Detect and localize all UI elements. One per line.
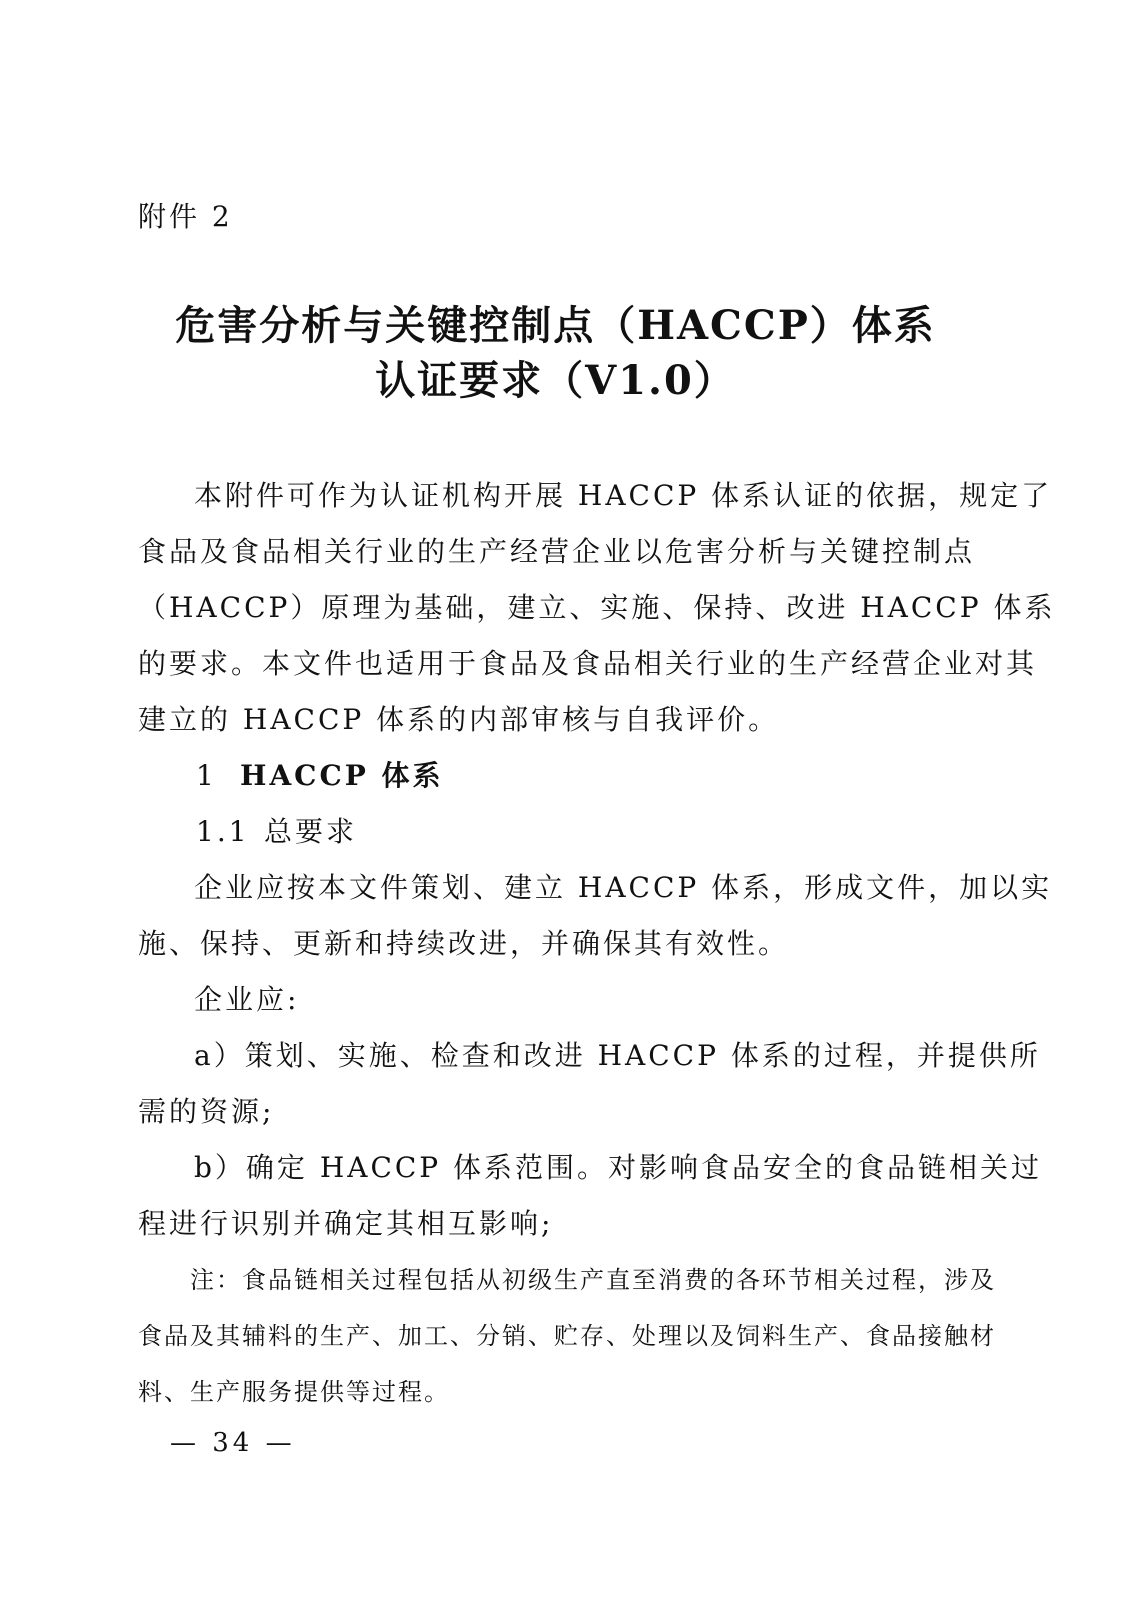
list-item-a-line: a）策划、实施、检查和改进 HACCP 体系的过程，并提供所 xyxy=(194,1039,1041,1072)
general-paragraph-line: 企业应按本文件策划、建立 HACCP 体系，形成文件，加以实 xyxy=(194,871,1053,904)
intro-paragraph-line: （HACCP）原理为基础，建立、实施、保持、改进 HACCP 体系 xyxy=(138,591,1056,624)
list-item-b-line: 程进行识别并确定其相互影响; xyxy=(138,1207,554,1240)
note-line: 料、生产服务提供等过程。 xyxy=(138,1378,450,1406)
note-line: 食品及其辅料的生产、加工、分销、贮存、处理以及饲料生产、食品接触材 xyxy=(138,1322,996,1350)
section-1-1-number: 1.1 xyxy=(196,815,250,848)
page-number: — 34 — xyxy=(170,1428,296,1458)
document-title-line-1: 危害分析与关键控制点（HACCP）体系 xyxy=(175,302,936,349)
general-paragraph-line: 施、保持、更新和持续改进，并确保其有效性。 xyxy=(138,927,790,960)
intro-paragraph-line: 食品及食品相关行业的生产经营企业以危害分析与关键控制点 xyxy=(138,535,976,568)
document-title-line-2: 认证要求（V1.0） xyxy=(375,357,736,404)
section-1-title: HACCP 体系 xyxy=(240,759,444,792)
intro-paragraph-line: 的要求。本文件也适用于食品及食品相关行业的生产经营企业对其 xyxy=(138,647,1038,680)
section-1-1-title: 总要求 xyxy=(264,815,358,848)
attachment-label: 附件 2 xyxy=(138,200,233,233)
intro-paragraph-line: 本附件可作为认证机构开展 HACCP 体系认证的依据，规定了 xyxy=(194,479,1053,512)
list-item-b-line: b）确定 HACCP 体系范围。对影响食品安全的食品链相关过 xyxy=(194,1151,1043,1184)
list-item-a-line: 需的资源; xyxy=(138,1095,275,1128)
note-line: 注：食品链相关过程包括从初级生产直至消费的各环节相关过程，涉及 xyxy=(190,1266,996,1294)
section-1-number: 1 xyxy=(196,759,217,792)
general-paragraph-line: 企业应: xyxy=(194,983,300,1016)
intro-paragraph-line: 建立的 HACCP 体系的内部审核与自我评价。 xyxy=(138,703,780,736)
